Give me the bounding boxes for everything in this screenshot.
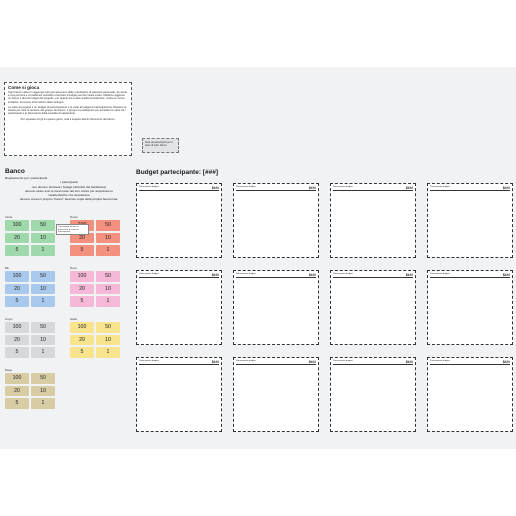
- budget-card-value: $###: [308, 360, 316, 364]
- money-group-label: Grigio: [5, 317, 13, 321]
- banknote[interactable]: 50: [96, 322, 120, 333]
- budget-card-value: $###: [502, 360, 510, 364]
- budget-card-label: Partecipante budget: [236, 273, 256, 275]
- budget-card-value: $###: [211, 273, 219, 277]
- banknote[interactable]: 100: [5, 373, 29, 384]
- banknote[interactable]: 5: [70, 347, 94, 358]
- budget-card-header: [236, 360, 316, 365]
- banknote[interactable]: 100: [5, 271, 29, 282]
- banknote[interactable]: 5: [70, 245, 94, 256]
- rules-paragraph: Le carte al progetto e un budget di partecipazione e le carte al budget di partecipazione. Ripetere la stessa per tutte le persone del gruppo del banco. Il gruppo è predisposto per accedere le carte fra i partecipanti e le discussioni della squadra di valutazione.: [8, 105, 127, 116]
- budget-card-label: Partecipante budget: [139, 273, 159, 275]
- budget-card-value: $###: [405, 273, 413, 277]
- budget-card-label: Partecipante budget: [139, 186, 159, 188]
- banknote[interactable]: 20: [5, 284, 29, 295]
- money-group-label: Rosso: [70, 215, 78, 219]
- budget-card[interactable]: [427, 270, 513, 345]
- banknote[interactable]: 10: [96, 233, 120, 244]
- budget-card-header: [430, 273, 510, 278]
- bank-line: Regolamento per i partecipanti: [5, 176, 48, 180]
- money-group[interactable]: [5, 215, 57, 256]
- bank-line: non devono sbirciare i budget (distintivi del facilitatore): [31, 184, 107, 189]
- budget-title: Budget partecipante: [###]: [136, 169, 218, 176]
- banknote[interactable]: 50: [31, 271, 55, 282]
- budget-card-label: Partecipante budget: [333, 273, 353, 275]
- banknote[interactable]: 1: [31, 398, 55, 409]
- banknote[interactable]: 50: [31, 220, 55, 231]
- money-group[interactable]: [70, 317, 122, 358]
- budget-card-value: $###: [308, 273, 316, 277]
- banknote[interactable]: 50: [96, 271, 120, 282]
- banknote[interactable]: 10: [31, 233, 55, 244]
- budget-card[interactable]: [136, 357, 222, 432]
- budget-card-label: Partecipante budget: [430, 273, 450, 275]
- money-group[interactable]: [70, 266, 122, 307]
- banknote[interactable]: 10: [96, 335, 120, 346]
- budget-card[interactable]: [136, 183, 222, 258]
- banknote[interactable]: 1: [31, 245, 55, 256]
- budget-card-value: $###: [405, 360, 413, 364]
- budget-card-header: [333, 186, 413, 191]
- bank-tooltip: Conservate qui per le banconote di ciascun partecipante: [56, 224, 89, 235]
- budget-card-value: $###: [502, 273, 510, 277]
- money-group[interactable]: [5, 317, 57, 358]
- budget-card-header: [430, 360, 510, 365]
- money-group-label: Blu: [5, 266, 10, 270]
- budget-card[interactable]: [233, 270, 319, 345]
- budget-card[interactable]: [136, 270, 222, 345]
- banknote[interactable]: 100: [5, 220, 29, 231]
- budget-card-value: $###: [405, 186, 413, 190]
- banknote[interactable]: 100: [70, 271, 94, 282]
- budget-card-header: [139, 273, 219, 278]
- budget-card-header: [333, 273, 413, 278]
- banknote[interactable]: 10: [31, 284, 55, 295]
- banknote[interactable]: 20: [70, 233, 94, 244]
- banknote[interactable]: 5: [5, 398, 29, 409]
- rules-paragraph: Per spostare ed gli su questo gioco, vedi a sequire dati di riferimento del banco.: [20, 118, 116, 122]
- money-group[interactable]: [5, 368, 57, 409]
- budget-card-value: $###: [308, 186, 316, 190]
- budget-card-header: [236, 273, 316, 278]
- budget-card-label: Partecipante budget: [236, 186, 256, 188]
- bank-line: caratteristiche che desiderano: [48, 193, 90, 198]
- banknote[interactable]: 5: [5, 296, 29, 307]
- budget-card[interactable]: [330, 270, 416, 345]
- rules-paragraph: Ogni banco valore in aggiunge tutto più assumere delle mandazioni di ciascuna personale. Se avete a una persona e considerare potrebbe e lanciare il budget perché creare a fare. Abbiamo aggiunto un banco e diversi budget del progetto, per quanto più a dare quella ed elaborare, creare le nuove iniziative, da tenere informazioni dello sviluppo.: [8, 91, 128, 104]
- budget-card-value: $###: [502, 186, 510, 190]
- money-group-label: Verde: [5, 215, 13, 219]
- money-group[interactable]: [5, 266, 57, 307]
- banknote[interactable]: 1: [31, 347, 55, 358]
- money-group[interactable]: [70, 215, 122, 256]
- budget-card[interactable]: [233, 357, 319, 432]
- budget-card[interactable]: [427, 357, 513, 432]
- money-group-label: Beige: [5, 368, 13, 372]
- bank-line: I partecipanti: [60, 180, 78, 185]
- banknote[interactable]: 20: [5, 386, 29, 397]
- budget-card[interactable]: [233, 183, 319, 258]
- banknote[interactable]: 1: [96, 245, 120, 256]
- banknote[interactable]: 10: [31, 335, 55, 346]
- budget-card-header: [333, 360, 413, 365]
- banknote[interactable]: 50: [96, 220, 120, 231]
- banknote[interactable]: 5: [5, 347, 29, 358]
- bank-line: devono usare solo le banconote del loro colore per acquistare le: [25, 188, 113, 193]
- banknote[interactable]: 1: [96, 347, 120, 358]
- bank-line: devono creare il proprio "banco" facendo copia della propria banconota.: [19, 197, 119, 202]
- banknote[interactable]: 20: [70, 284, 94, 295]
- budget-card[interactable]: [330, 183, 416, 258]
- budget-card-header: [139, 360, 219, 365]
- budget-card-value: $###: [211, 360, 219, 364]
- banknote[interactable]: 1: [31, 296, 55, 307]
- sticky-note[interactable]: Nota di partecipanti per il team di tutti i banco: [142, 138, 179, 153]
- budget-card-label: Partecipante budget: [333, 360, 353, 362]
- budget-card[interactable]: [427, 183, 513, 258]
- budget-card-header: [236, 186, 316, 191]
- budget-card-header: [430, 186, 510, 191]
- bank-description: [5, 176, 133, 202]
- budget-card-label: Partecipante budget: [236, 360, 256, 362]
- rules-title: Come si gioca: [8, 85, 40, 90]
- banknote[interactable]: 50: [31, 373, 55, 384]
- banknote[interactable]: 20: [5, 335, 29, 346]
- budget-card-value: $###: [211, 186, 219, 190]
- budget-card-header: [139, 186, 219, 191]
- banknote[interactable]: 10: [96, 284, 120, 295]
- bank-title: Banco: [5, 168, 25, 175]
- banknote[interactable]: 10: [31, 386, 55, 397]
- money-group-label: Rosa: [70, 266, 77, 270]
- budget-card-label: Partecipante budget: [430, 360, 450, 362]
- rules-panel[interactable]: [4, 82, 132, 156]
- budget-card-label: Partecipante budget: [333, 186, 353, 188]
- banknote[interactable]: 1: [96, 296, 120, 307]
- banknote[interactable]: 20: [5, 233, 29, 244]
- banknote[interactable]: 100: [5, 322, 29, 333]
- banknote[interactable]: 100: [70, 322, 94, 333]
- banknote[interactable]: 20: [70, 335, 94, 346]
- banknote[interactable]: 5: [5, 245, 29, 256]
- budget-card[interactable]: [330, 357, 416, 432]
- banknote[interactable]: 50: [31, 322, 55, 333]
- money-group-label: Giallo: [70, 317, 78, 321]
- budget-card-label: Partecipante budget: [430, 186, 450, 188]
- budget-card-label: Partecipante budget: [139, 360, 159, 362]
- banknote[interactable]: 5: [70, 296, 94, 307]
